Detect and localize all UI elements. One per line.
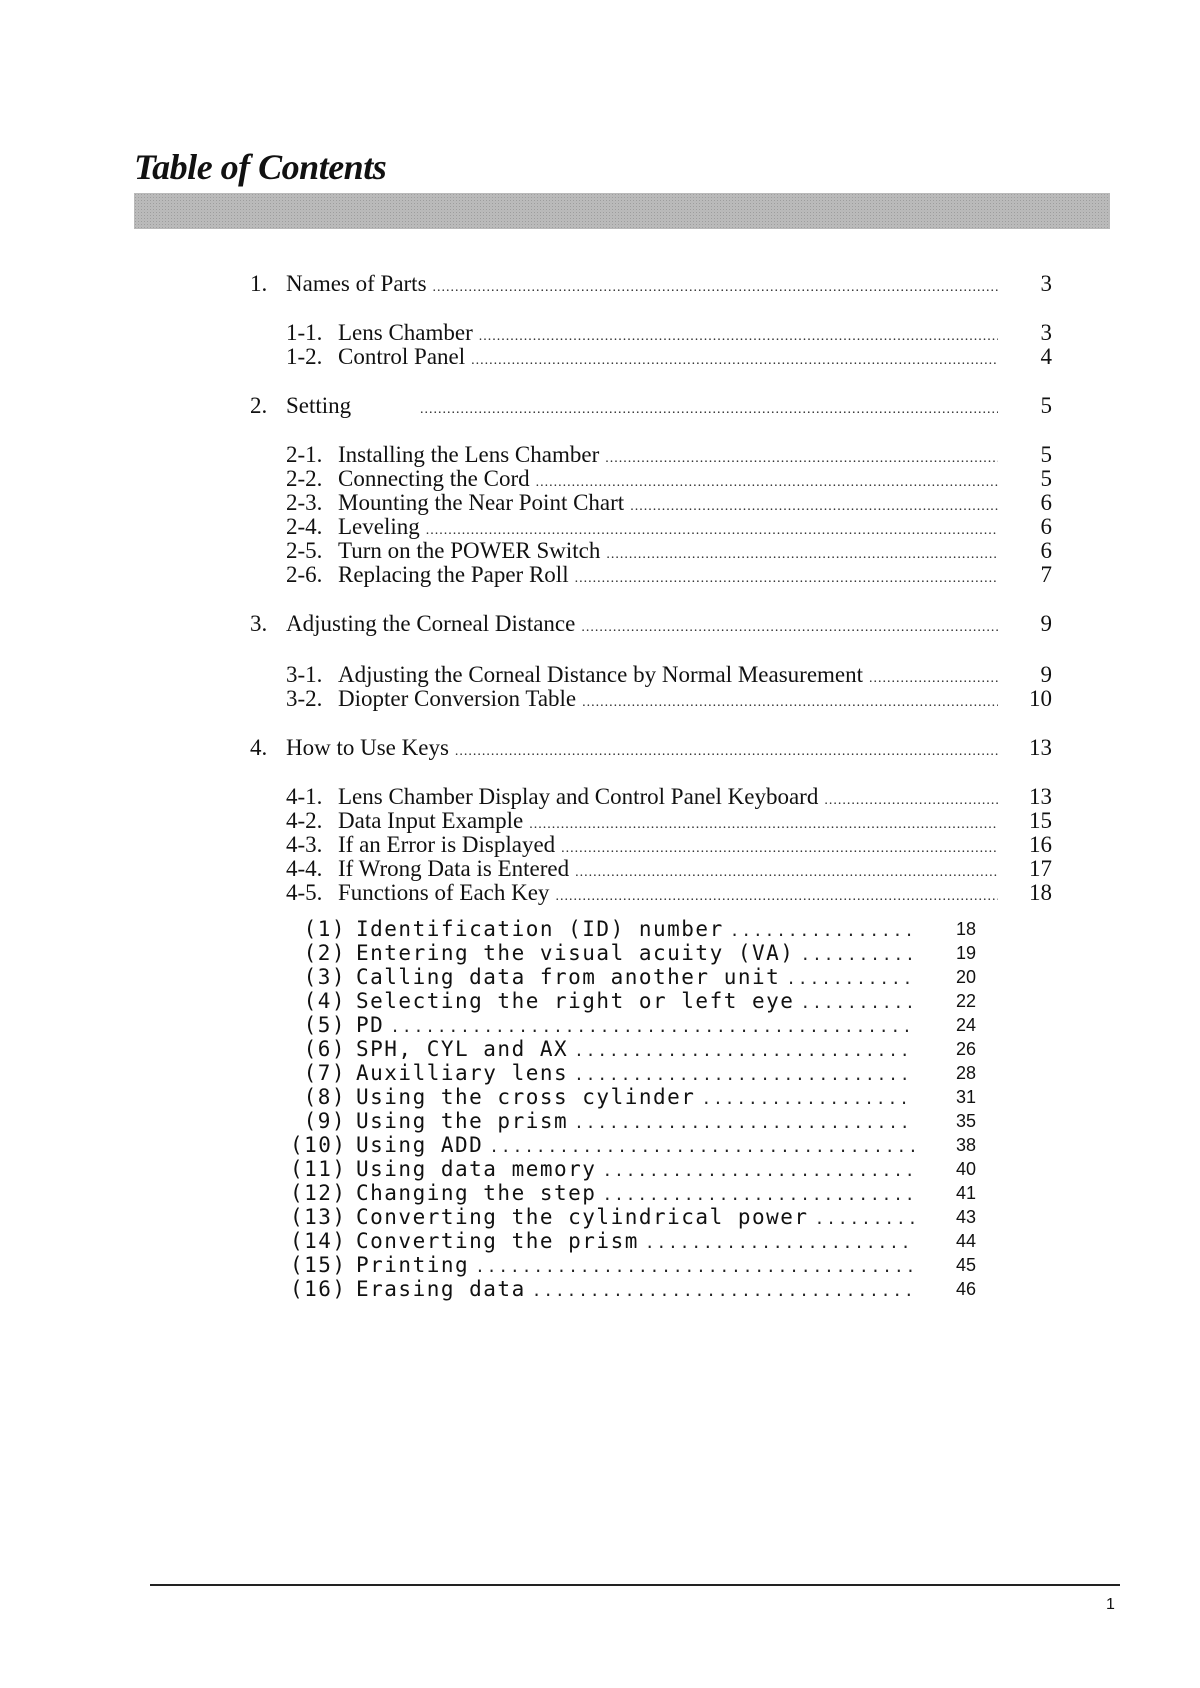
page-number: 43 <box>955 1207 976 1227</box>
section-label: If an Error is Displayed <box>338 832 556 857</box>
section-label: Lens Chamber <box>338 320 473 345</box>
leader-dots <box>574 1063 914 1087</box>
subsection-number: (1) <box>303 917 346 941</box>
section-number: 2-1. <box>286 442 323 467</box>
page-number: 28 <box>955 1063 976 1083</box>
page-number: 44 <box>955 1231 976 1251</box>
section-number: 2-2. <box>286 466 323 491</box>
section-label: Functions of Each Key <box>338 880 550 905</box>
subsection-label: Erasing data <box>356 1277 526 1301</box>
page-number: 13 <box>1029 735 1052 760</box>
subsection-number: (2) <box>303 941 346 965</box>
page-number: 19 <box>955 943 976 963</box>
toc-subsection[interactable] <box>290 1061 920 1087</box>
subsection-label: PD <box>356 1013 385 1037</box>
leader-dots <box>575 567 998 591</box>
leader-dots <box>581 616 998 640</box>
toc-subsection[interactable] <box>290 917 920 943</box>
section-number: 2-5. <box>286 538 323 563</box>
leader-dots <box>602 1159 914 1183</box>
toc-subsection[interactable] <box>290 1157 920 1183</box>
section-number: 1-2. <box>286 344 323 369</box>
subsection-label: SPH, CYL and AX <box>356 1037 569 1061</box>
toc-subsection[interactable] <box>290 1133 920 1159</box>
toc-subsection[interactable] <box>290 1013 920 1039</box>
subsection-label: Auxilliary lens <box>356 1061 569 1085</box>
leader-dots <box>471 349 998 373</box>
page-number: 38 <box>955 1135 976 1155</box>
section-number: 4-5. <box>286 880 323 905</box>
leader-dots <box>800 943 914 967</box>
page-number: 9 <box>1040 611 1052 636</box>
toc-subsection[interactable] <box>290 1085 920 1111</box>
section-label: Mounting the Near Point Chart <box>338 490 625 515</box>
page-number: 26 <box>955 1039 976 1059</box>
chapter-label: How to Use Keys <box>286 735 449 760</box>
chapter-label: Adjusting the Corneal Distance <box>286 611 576 636</box>
leader-dots <box>532 1279 914 1303</box>
leader-dots <box>433 276 998 300</box>
subsection-label: Converting the cylindrical power <box>356 1205 809 1229</box>
page-number: 40 <box>955 1159 976 1179</box>
chapter-label: Setting <box>286 393 352 418</box>
subsection-label: Changing the step <box>356 1181 597 1205</box>
leader-dots <box>602 1183 914 1207</box>
page-number: 18 <box>955 919 976 939</box>
page-number: 3 <box>1040 320 1052 345</box>
section-label: Turn on the POWER Switch <box>338 538 601 563</box>
section-label: Leveling <box>338 514 420 539</box>
page-number: 15 <box>1029 808 1052 833</box>
subsection-label: Using ADD <box>356 1133 484 1157</box>
toc-subsection[interactable] <box>290 965 920 991</box>
chapter-number: 1. <box>250 271 268 296</box>
section-label: Lens Chamber Display and Control Panel Keyboard <box>338 784 819 809</box>
toc-subsection[interactable] <box>290 941 920 967</box>
page-number: 4 <box>1040 344 1052 369</box>
page-number: 10 <box>1029 686 1052 711</box>
section-number: 4-1. <box>286 784 323 809</box>
page-number: 5 <box>1040 466 1052 491</box>
section-number: 2-6. <box>286 562 323 587</box>
subsection-number: (13) <box>290 1205 347 1229</box>
subsection-number: (8) <box>303 1085 346 1109</box>
subsection-number: (4) <box>303 989 346 1013</box>
leader-dots <box>420 398 998 422</box>
footer-rule <box>150 1584 1120 1586</box>
leader-dots <box>582 691 998 715</box>
subsection-number: (10) <box>290 1133 347 1157</box>
page-number: 16 <box>1029 832 1052 857</box>
page-number: 6 <box>1040 514 1052 539</box>
chapter-number: 4. <box>250 735 268 760</box>
subsection-label: Printing <box>356 1253 470 1277</box>
toc-subsection[interactable] <box>290 1205 920 1231</box>
section-number: 2-4. <box>286 514 323 539</box>
section-number: 4-3. <box>286 832 323 857</box>
page-number: 24 <box>955 1015 976 1035</box>
toc-section[interactable] <box>286 563 1004 591</box>
title-band <box>134 193 1110 229</box>
subsection-label: Calling data from another unit <box>356 965 781 989</box>
subsection-number: (9) <box>303 1109 346 1133</box>
toc-subsection[interactable] <box>290 1253 920 1279</box>
subsection-label: Converting the prism <box>356 1229 639 1253</box>
subsection-label: Using the cross cylinder <box>356 1085 696 1109</box>
page-number: 20 <box>955 967 976 987</box>
toc-chapter[interactable] <box>250 612 1004 640</box>
page-number: 9 <box>1040 662 1052 687</box>
page-number: 5 <box>1040 442 1052 467</box>
toc-section[interactable] <box>286 687 1004 715</box>
toc-subsection[interactable] <box>290 1277 920 1303</box>
page-number: 6 <box>1040 538 1052 563</box>
page-number: 41 <box>955 1183 976 1203</box>
subsection-number: (7) <box>303 1061 346 1085</box>
section-label: Replacing the Paper Roll <box>338 562 569 587</box>
toc-subsection[interactable] <box>290 1109 920 1135</box>
subsection-number: (16) <box>290 1277 347 1301</box>
leader-dots <box>800 991 914 1015</box>
section-label: Connecting the Cord <box>338 466 530 491</box>
subsection-number: (6) <box>303 1037 346 1061</box>
subsection-label: Using data memory <box>356 1157 597 1181</box>
toc-chapter[interactable] <box>250 272 1004 300</box>
toc-subsection[interactable] <box>290 1037 920 1063</box>
subsection-label: Selecting the right or left eye <box>356 989 795 1013</box>
leader-dots <box>574 1111 914 1135</box>
page-number: 6 <box>1040 490 1052 515</box>
page-number: 7 <box>1040 562 1052 587</box>
page-number: 45 <box>955 1255 976 1275</box>
subsection-number: (11) <box>290 1157 347 1181</box>
subsection-label: Entering the visual acuity (VA) <box>356 941 795 965</box>
page-number: 46 <box>955 1279 976 1299</box>
section-number: 2-3. <box>286 490 323 515</box>
leader-dots <box>489 1135 914 1159</box>
leader-dots <box>730 919 914 943</box>
toc-section[interactable] <box>286 345 1004 373</box>
section-number: 4-4. <box>286 856 323 881</box>
section-label: Diopter Conversion Table <box>338 686 577 711</box>
page-number: 3 <box>1040 271 1052 296</box>
chapter-number: 2. <box>250 393 268 418</box>
leader-dots <box>786 967 914 991</box>
toc-chapter[interactable] <box>250 394 1004 422</box>
section-label: Data Input Example <box>338 808 524 833</box>
page-number: 17 <box>1029 856 1052 881</box>
leader-dots <box>455 740 998 764</box>
section-label: Adjusting the Corneal Distance by Normal Measurement <box>338 662 864 687</box>
leader-dots <box>555 885 998 909</box>
page-number: 5 <box>1040 393 1052 418</box>
toc-subsection[interactable] <box>290 989 920 1015</box>
section-number: 1-1. <box>286 320 323 345</box>
section-number: 3-1. <box>286 662 323 687</box>
subsection-number: (12) <box>290 1181 347 1205</box>
section-label: Control Panel <box>338 344 466 369</box>
leader-dots <box>475 1255 914 1279</box>
footer-page-number: 1 <box>1106 1596 1115 1613</box>
leader-dots <box>574 1039 914 1063</box>
subsection-number: (14) <box>290 1229 347 1253</box>
chapter-label: Names of Parts <box>286 271 427 296</box>
page-number: 35 <box>955 1111 976 1131</box>
toc-section[interactable] <box>286 881 1004 909</box>
section-label: Installing the Lens Chamber <box>338 442 600 467</box>
page-title: Table of Contents <box>134 147 387 187</box>
toc-subsection[interactable] <box>290 1181 920 1207</box>
section-label: If Wrong Data is Entered <box>338 856 570 881</box>
subsection-number: (3) <box>303 965 346 989</box>
section-number: 3-2. <box>286 686 323 711</box>
leader-dots <box>815 1207 914 1231</box>
toc-chapter[interactable] <box>250 736 1004 764</box>
subsection-label: Identification (ID) number <box>356 917 724 941</box>
page-number: 13 <box>1029 784 1052 809</box>
leader-dots <box>701 1087 914 1111</box>
page-number: 18 <box>1029 880 1052 905</box>
subsection-number: (5) <box>303 1013 346 1037</box>
page-number: 22 <box>955 991 976 1011</box>
toc-subsection[interactable] <box>290 1229 920 1255</box>
subsection-label: Using the prism <box>356 1109 569 1133</box>
chapter-number: 3. <box>250 611 268 636</box>
leader-dots <box>390 1015 914 1039</box>
section-number: 4-2. <box>286 808 323 833</box>
leader-dots <box>645 1231 914 1255</box>
subsection-number: (15) <box>290 1253 347 1277</box>
page-number: 31 <box>955 1087 976 1107</box>
